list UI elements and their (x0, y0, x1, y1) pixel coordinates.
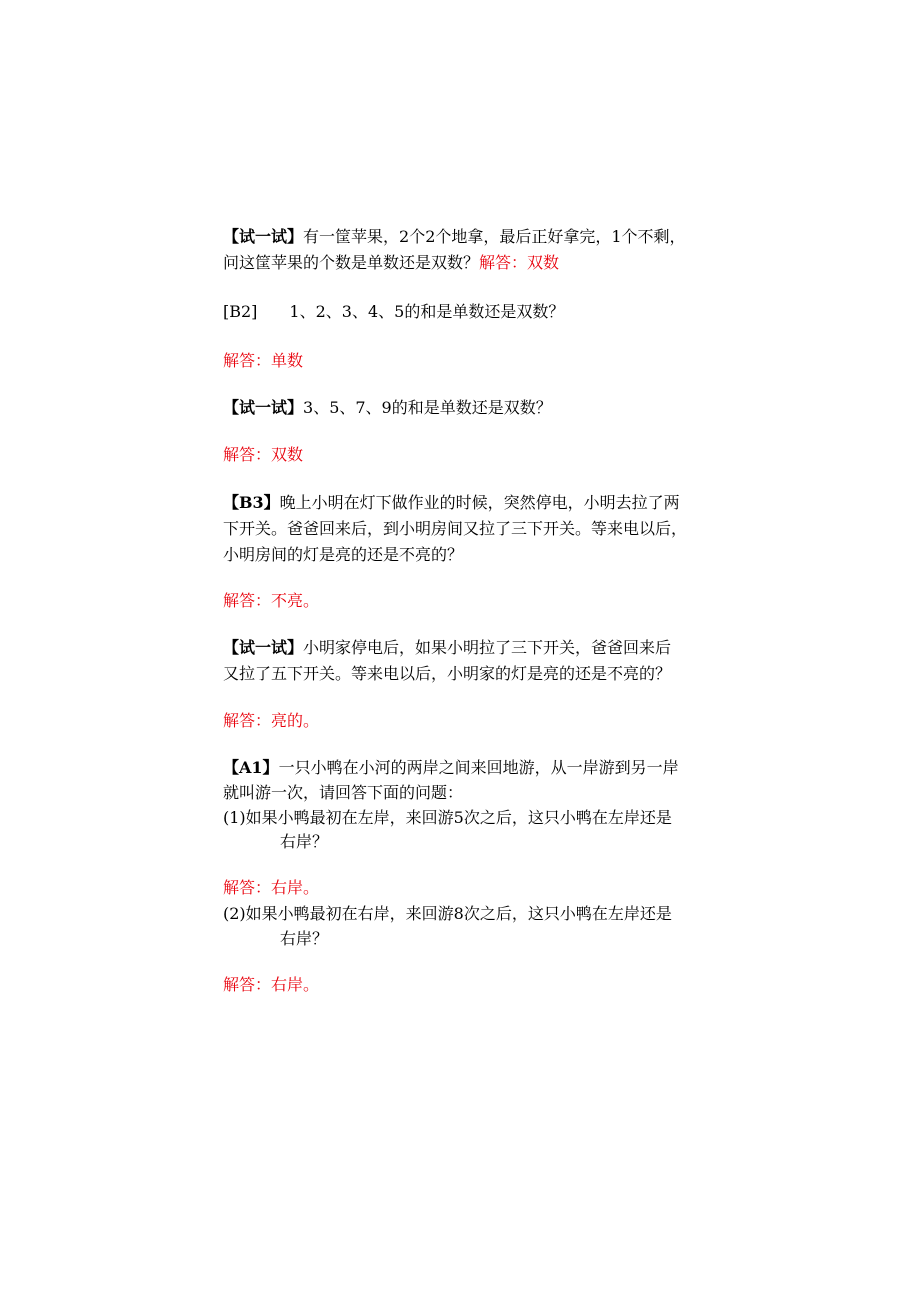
problem-6-sub1-line-1: (1)如果小鸭最初在左岸，来回游5次之后，这只小鸭在左岸还是 (223, 808, 672, 827)
problem-1-answer: 解答：双数 (479, 253, 560, 272)
problem-4-tag: 【B3】 (223, 493, 280, 512)
problem-3-answer: 解答：双数 (223, 445, 304, 464)
problem-6-sub1-line-2: 右岸？ (280, 832, 329, 851)
problem-4-line-1 (223, 493, 680, 513)
problem-1-tag: 【试一试】 (223, 227, 304, 246)
problem-2-line-1 (223, 302, 564, 322)
problem-6-text-1: 一只小鸭在小河的两岸之间来回地游，从一岸游到另一岸 (278, 758, 679, 777)
problem-6-tag: 【A1】 (223, 758, 279, 777)
problem-2-tag: [B2] (223, 302, 258, 321)
problem-3-tag: 【试一试】 (223, 398, 304, 417)
problem-3-line-1 (223, 398, 552, 418)
problem-5-answer: 解答：亮的。 (223, 711, 320, 730)
problem-5-tag: 【试一试】 (223, 638, 304, 657)
problem-6-line-2: 就叫游一次，请回答下面的问题： (223, 783, 464, 802)
problem-1-line-2 (223, 253, 559, 273)
problem-4-text-1: 晚上小明在灯下做作业的时候，突然停电，小明去拉了两 (279, 493, 680, 512)
problem-6-sub2-line-2: 右岸？ (280, 929, 329, 948)
problem-6-line-1 (223, 758, 679, 778)
problem-4-line-2: 下开关。爸爸回来后，到小明房间又拉了三下开关。等来电以后， (223, 519, 688, 538)
problem-2-answer: 解答：单数 (223, 351, 304, 370)
problem-6-sub2-line-1: (2)如果小鸭最初在右岸，来回游8次之后，这只小鸭在左岸还是 (223, 904, 672, 923)
problem-6-sub1-answer: 解答：右岸。 (223, 878, 320, 897)
problem-5-line-2: 又拉了五下开关。等来电以后，小明家的灯是亮的还是不亮的？ (223, 664, 672, 683)
problem-1-text-2: 问这筐苹果的个数是单数还是双数？ (223, 253, 480, 272)
problem-1-text-1: 有一筐苹果，2个2个地拿，最后正好拿完，1个不剩， (303, 227, 686, 246)
problem-3-text-1: 3、5、7、9的和是单数还是双数？ (303, 398, 552, 417)
problem-2-text-1: 1、2、3、4、5的和是单数还是双数？ (289, 302, 565, 321)
problem-6-sub2-answer: 解答：右岸。 (223, 975, 320, 994)
problem-4-answer: 解答：不亮。 (223, 591, 320, 610)
problem-1-line-1 (223, 227, 686, 247)
problem-5-line-1 (223, 638, 671, 658)
problem-5-text-1: 小明家停电后，如果小明拉了三下开关，爸爸回来后 (303, 638, 672, 657)
problem-4-line-3: 小明房间的灯是亮的还是不亮的？ (223, 545, 464, 564)
